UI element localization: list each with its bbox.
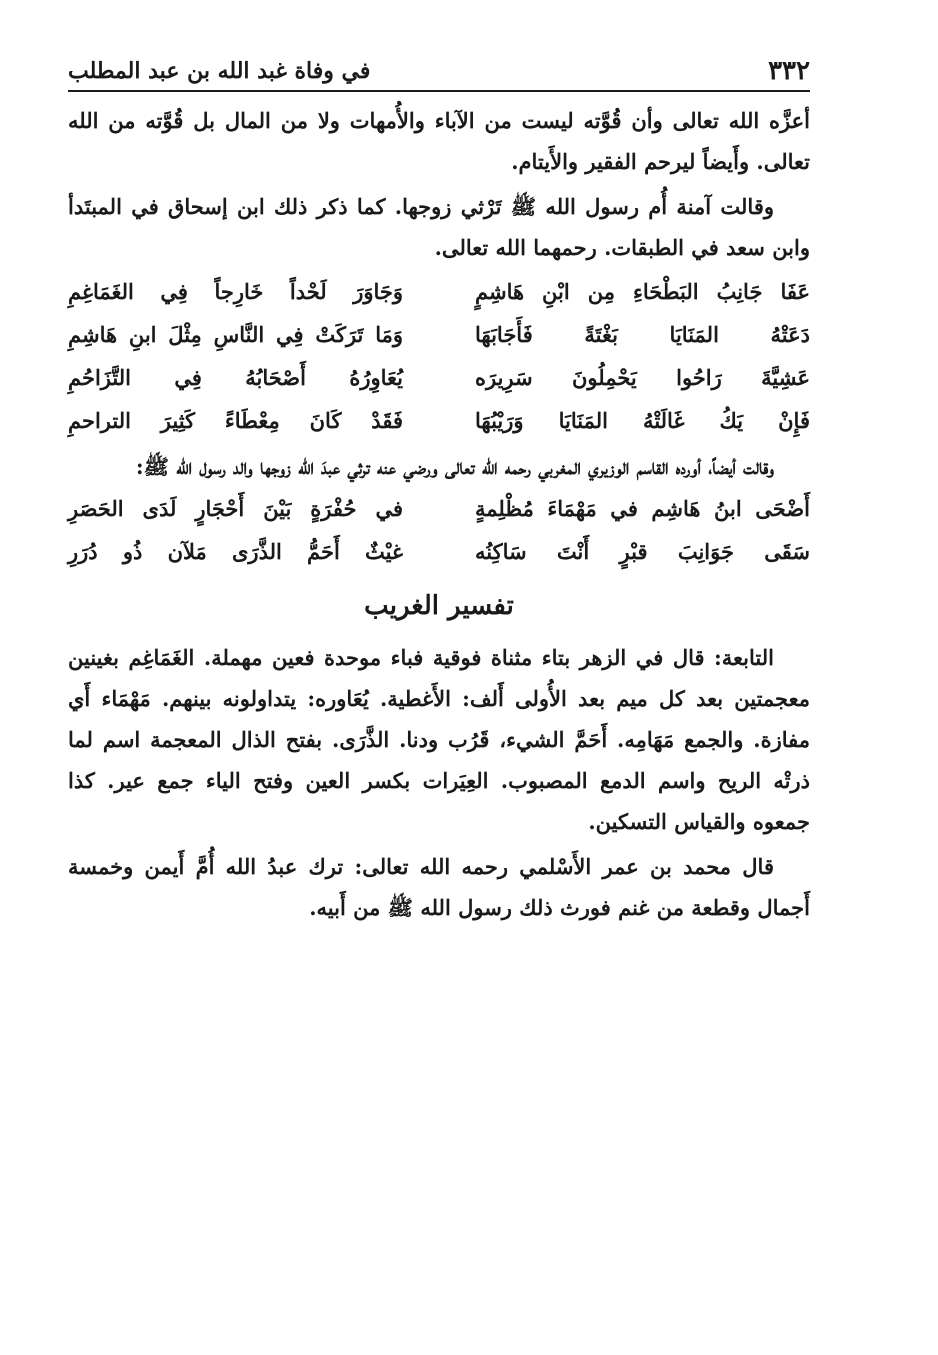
running-title: في وفاة غبد الله بن عبد المطلب — [68, 58, 371, 84]
verse-first-hemistich: سَقَى جَوَانِبَ قبْرٍ أَنْتَ سَاكِنُه — [475, 539, 810, 564]
verse-second-hemistich: فَقَدْ كَانَ مِعْطَاءً كَثِيرَ التراحمِ — [68, 408, 403, 433]
poem-2-verse-2 — [68, 530, 810, 573]
poem-1-verse-3 — [68, 356, 810, 399]
page-body — [68, 100, 810, 928]
verse-first-hemistich: فَإِنْ يَكُ غَالَتْهُ المَنَايَا وَرَيْبُهَا — [475, 408, 810, 433]
section-heading: تفسير الغريب — [364, 591, 514, 621]
glossary-paragraph: التابعة: قال في الزهر بتاء مثناة فوقية فباء موحدة فعين مهملة. الغَمَاغِم بغينين معجمتين بعد كل ميم بعد الأُولى أَلف: الأَغطية. يُعَاوره: يتداولونه بينهم. مَهْمَاء أَي مفازة. والجمع مَهَامِه. أَحَمَّ الشيء، قَرُب ودنا. الذَّرَى. بفتح الذال المعجمة اسم لما ذرتْه الريح واسم الدمع المصبوب. العِيَرات بكسر العين وفتح الياء جمع عير. كذا جمعوه والقياس التسكين. — [68, 645, 810, 834]
paragraph-2: وقالت آمنة أُم رسول الله ﷺ تَرْثي زوجها. كما ذكر ذلك ابن إسحاق في المبتَدأ وابن سعد في الطبقات. رحمهما الله تعالى. — [68, 194, 810, 260]
poem-1-verse-2 — [68, 313, 810, 356]
verse-first-hemistich: دَعَتْهُ المَنَايَا بَغْتَةً فَأَجَابَهَا — [475, 322, 810, 347]
poem-1-verse-4 — [68, 399, 810, 442]
poem-2 — [68, 487, 810, 573]
paragraph-5: قال محمد بن عمر الأَسْلمي رحمه الله تعالى: ترك عبدُ الله أُمَّ أَيمن وخمسة أَجمال وقطعة من غنم فورث ذلك رسول الله ﷺ من أَبيه. — [68, 854, 810, 920]
poem-2-verse-1 — [68, 487, 810, 530]
paragraph-3: وقالت أيضاً، أورده القاسم الوزيري المغربي رحمه الله تعالى ورضي عنه ترثي عبدَ الله زوجها والد رسول الله ﷺ: — [135, 454, 774, 479]
verse-second-hemistich: في حُفْرَةٍ بَيْنَ أَحْجَارٍ لَدَى الحَصَرِ — [68, 496, 403, 521]
paragraph-1: أعزَّه الله تعالى وأن قُوَّته ليست من الآباء والأُمهات ولا من المال بل قُوَّته من الله تعالى. وأَيضاً ليرحم الفقير والأَيتام. — [68, 108, 811, 174]
header-rule — [68, 90, 810, 92]
poem-1-verse-1 — [68, 270, 810, 313]
poem-1 — [68, 270, 810, 442]
verse-first-hemistich: عَفَا جَانِبُ البَطْحَاءِ مِن ابْنِ هَاشِمٍ — [475, 279, 810, 304]
verse-second-hemistich: وَمَا تَرَكَتْ فِي النَّاسِ مِثْلَ ابنِ هَاشِمِ — [68, 322, 403, 347]
verse-first-hemistich: أَضْحَى ابنُ هَاشِم في مَهْمَاءَ مُظْلِمةٍ — [475, 496, 810, 521]
verse-second-hemistich: وَجَاوَرَ لَحْداً خَارِجاً فِي الغَمَاغِمِ — [68, 279, 403, 304]
verse-first-hemistich: عَشِيَّةَ رَاحُوا يَحْمِلُونَ سَرِيرَه — [475, 365, 810, 390]
page-header — [68, 52, 810, 92]
verse-second-hemistich: يُعَاوِرُهُ أَصْحَابُهُ فِي التَّزَاحُمِ — [68, 365, 403, 390]
verse-second-hemistich: غيْثٌ أَحَمُّ الذَّرَى مَلآن ذُو دُرَرِ — [68, 539, 403, 564]
page-number: ٣٣٢ — [768, 56, 810, 86]
